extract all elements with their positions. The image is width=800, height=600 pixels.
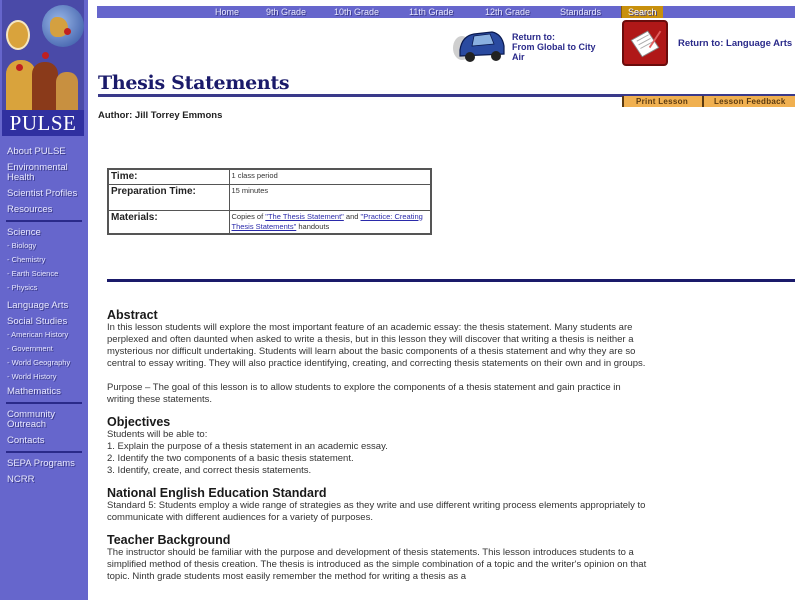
- page-title: Thesis Statements: [98, 72, 290, 94]
- tab-10th-grade[interactable]: 10th Grade: [334, 7, 380, 17]
- sidebar-item-science[interactable]: Science: [7, 227, 41, 238]
- time-label: Time:: [108, 169, 229, 184]
- sidebar-item-chemistry[interactable]: - Chemistry: [7, 255, 46, 264]
- time-value: 1 class period: [229, 169, 431, 184]
- return-unit-label: Return to:: [512, 32, 555, 42]
- tab-9th-grade[interactable]: 9th Grade: [266, 7, 307, 17]
- prep-time-label: Preparation Time:: [108, 184, 229, 210]
- sidebar-item-language-arts[interactable]: Language Arts: [7, 300, 69, 311]
- notebook-pencil-icon: [622, 20, 668, 66]
- sidebar-item-community-outreach[interactable]: Community Outreach: [7, 409, 56, 430]
- sidebar-item-about-pulse[interactable]: About PULSE: [7, 146, 66, 157]
- print-lesson-button[interactable]: Print Lesson: [636, 97, 689, 106]
- lesson-info-table: [107, 168, 432, 235]
- tab-12th-grade[interactable]: 12th Grade: [485, 7, 531, 17]
- standard-heading: National English Education Standard: [107, 486, 327, 500]
- objectives-heading: Objectives: [107, 415, 171, 429]
- sidebar-item-contacts[interactable]: Contacts: [7, 435, 45, 446]
- sidebar-item-biology[interactable]: - Biology: [7, 241, 37, 250]
- abstract-heading: Abstract: [107, 308, 158, 322]
- standard-body: Standard 5: Students employ a wide range of strategies as they write and use different writing process elements appropriately to communicate with different audiences for a variety of purposes.: [107, 500, 646, 523]
- purpose-text: Purpose – The goal of this lesson is to allow students to explore the components of a thesis statement and gain practice in writing these statements.: [107, 382, 621, 405]
- teacher-background-body: The instructor should be familiar with the purpose and development of thesis statements. This lesson introduces students to a simplified method of thesis creation. The thesis is introduced as the simple combination of a topic and the writer's opinion on that topic. Ninth grade students most easily remember the method for writing a thesis as a: [107, 547, 647, 582]
- teacher-background-heading: Teacher Background: [107, 533, 231, 547]
- pulse-logo[interactable]: [2, 0, 84, 136]
- tab-home[interactable]: Home: [215, 7, 240, 17]
- tab-search[interactable]: Search: [621, 6, 663, 18]
- tab-11th-grade[interactable]: 11th Grade: [409, 7, 454, 17]
- practice-handout-link[interactable]: "Practice: Creating Thesis Statements": [231, 211, 423, 231]
- sidebar-item-scientist-profiles[interactable]: Scientist Profiles: [7, 188, 78, 199]
- materials-label: Materials:: [108, 210, 229, 234]
- globe-icon: [42, 5, 84, 47]
- sidebar-item-mathematics[interactable]: Mathematics: [7, 386, 61, 397]
- sidebar-divider: [6, 402, 82, 404]
- tab-standards[interactable]: Standards: [560, 7, 602, 17]
- car-icon: [452, 24, 506, 64]
- materials-value: Copies of "The Thesis Statement" and "Practice: Creating Thesis Statements" handouts: [229, 210, 431, 234]
- sidebar-item-government[interactable]: - Government: [7, 344, 53, 353]
- section-divider: [107, 279, 795, 282]
- return-to-language-arts-link[interactable]: [622, 20, 797, 68]
- table-row: [108, 169, 431, 184]
- return-unit-name: From Global to City Air: [512, 42, 596, 62]
- lesson-content: [107, 309, 647, 583]
- sidebar-nav: [0, 146, 88, 490]
- sidebar-item-world-geography[interactable]: - World Geography: [7, 358, 71, 367]
- sidebar-item-earth-science[interactable]: - Earth Science: [7, 269, 59, 278]
- sidebar-item-environmental-health[interactable]: Environmental Health: [7, 162, 68, 183]
- sidebar-divider: [6, 220, 82, 222]
- sidebar-item-world-history[interactable]: - World History: [7, 372, 57, 381]
- objectives-intro: Students will be able to:: [107, 429, 208, 440]
- lesson-feedback-button[interactable]: Lesson Feedback: [714, 97, 786, 106]
- sidebar: [0, 0, 88, 600]
- objective-item: 1. Explain the purpose of a thesis statement in an academic essay.: [107, 441, 388, 452]
- top-nav-bar: [97, 6, 795, 18]
- return-to-unit-link[interactable]: [450, 20, 600, 70]
- sidebar-divider: [6, 451, 82, 453]
- sidebar-item-american-history[interactable]: - American History: [7, 330, 69, 339]
- table-row: [108, 210, 431, 234]
- sidebar-item-sepa-programs[interactable]: SEPA Programs: [7, 458, 75, 469]
- thesis-statement-handout-link[interactable]: "The Thesis Statement": [265, 211, 344, 221]
- sidebar-item-resources[interactable]: Resources: [7, 204, 53, 215]
- lesson-action-bar: [622, 96, 795, 107]
- table-row: [108, 184, 431, 210]
- logo-text: PULSE: [2, 110, 84, 136]
- return-subject-label: Return to: Language Arts: [678, 38, 793, 49]
- sidebar-item-physics[interactable]: - Physics: [7, 283, 38, 292]
- objective-item: 3. Identify, create, and correct thesis statements.: [107, 465, 312, 476]
- sidebar-item-ncrr[interactable]: NCRR: [7, 474, 35, 485]
- author-line: Author: Jill Torrey Emmons: [98, 110, 223, 121]
- abstract-body: In this lesson students will explore the most important feature of an academic essay: the thesis statement. Many students are perplexed and often daunted when asked to write a thesis, but in this lesson they will discover that writing a thesis is neither a mysterious nor difficult undertaking. Students will learn about the basic components of a thesis statement and why they are so central to essay writing. They will also practice identifying, creating, and correcting thesis statements on their own and in groups.: [107, 322, 646, 369]
- prep-time-value: 15 minutes: [229, 184, 431, 210]
- objective-item: 2. Identify the two components of a basic thesis statement.: [107, 453, 354, 464]
- sidebar-item-social-studies[interactable]: Social Studies: [7, 316, 68, 327]
